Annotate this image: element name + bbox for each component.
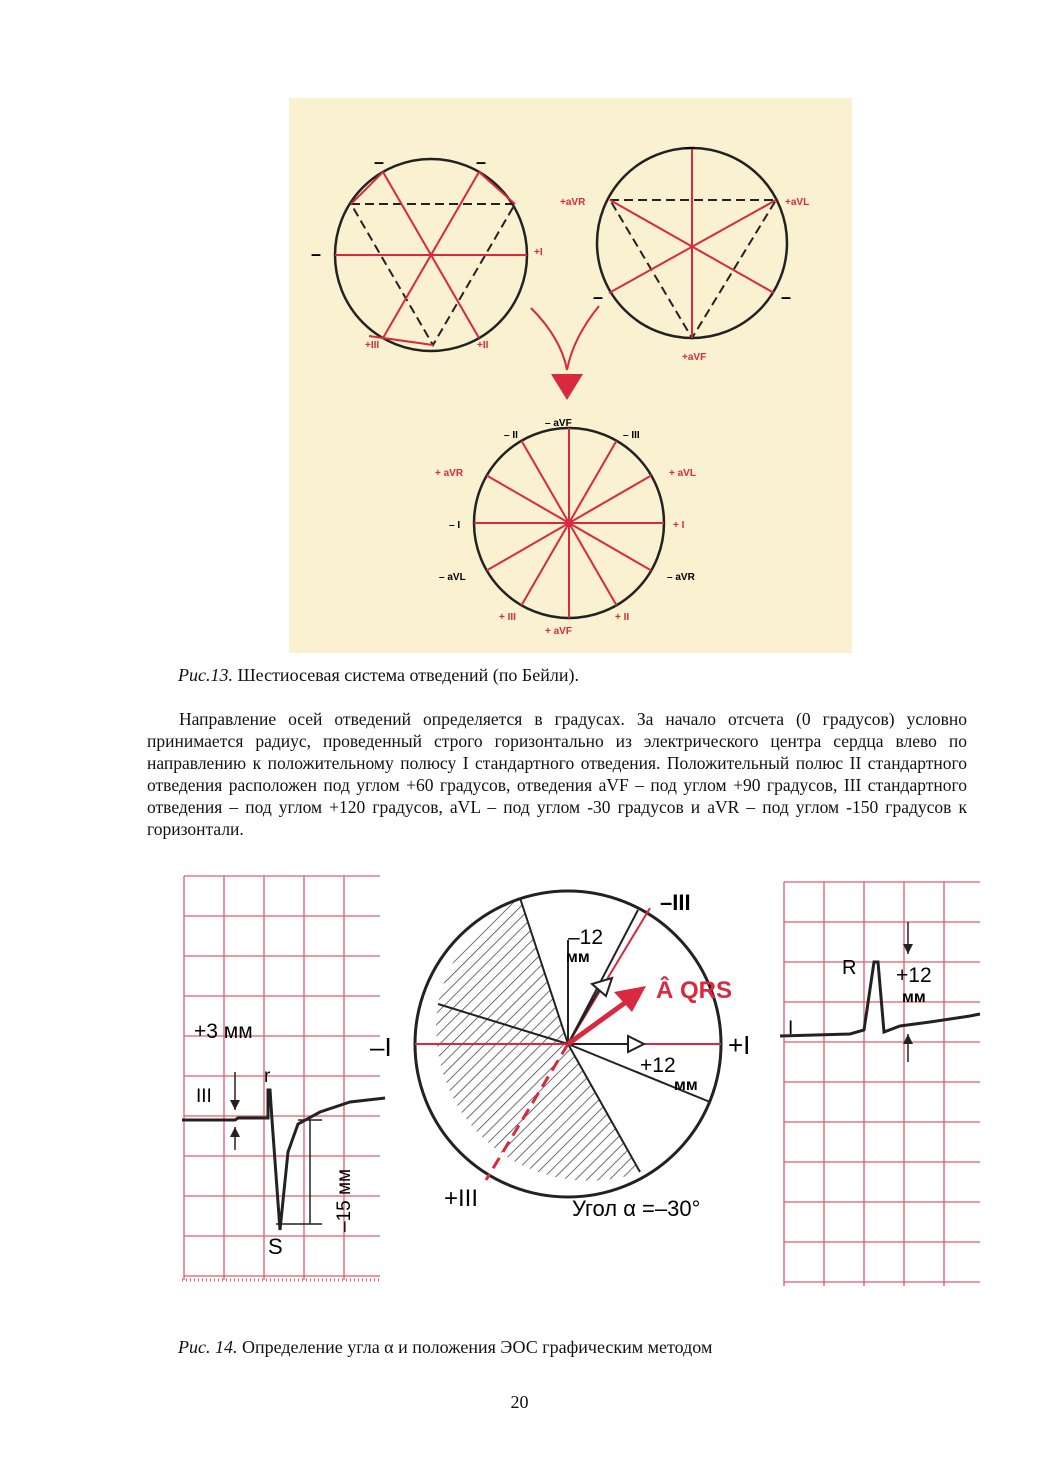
right-label-minus-bl: – xyxy=(593,287,604,307)
page-number: 20 xyxy=(510,1392,529,1412)
combined-label-plus-avf: + aVF xyxy=(545,626,572,637)
label-mm-bottom: мм xyxy=(674,1077,698,1094)
left-ecg-lead-iii: III xyxy=(196,1086,212,1107)
combined-label-plus-iii: + III xyxy=(499,612,516,623)
figure-13-caption-lead: Рис.13. xyxy=(178,665,233,685)
eos-angle-diagram xyxy=(180,862,985,1294)
body-paragraph: Направление осей отведений определяется в градусах. За начало отсчета (0 градусов) условно принимается радиус, проведенный строго горизонтально из электрического центра сердца влево по направлению к положительному полюсу I стандартного отведения. Положительный полюс II стандартного отведения расположен под углом +60 градусов, отведения aVF – под углом +90 градусов, III стандартного отведения – под углом +120 градусов, aVL – под углом -30 градусов и aVR – под углом -150 градусов к горизонтали. xyxy=(147,709,967,839)
figure-14-caption-lead: Рис. 14. xyxy=(178,1337,238,1357)
combined-label-minus-avl: – aVL xyxy=(439,572,466,583)
left-ecg-r: r xyxy=(264,1066,271,1087)
left-label-minus-tl: – xyxy=(374,152,385,172)
combined-center xyxy=(565,519,573,527)
left-label-minus-tr: – xyxy=(476,152,487,172)
left-ecg-panel xyxy=(182,870,385,1288)
left-triangle xyxy=(351,204,515,345)
left-label-plus-ii: +II xyxy=(477,340,489,351)
figure-14-caption xyxy=(178,1336,712,1358)
right-label-minus-top: – xyxy=(685,137,696,157)
left-chord-2 xyxy=(479,172,515,204)
merge-arrow xyxy=(531,306,599,400)
right-ecg-mm: мм xyxy=(902,989,926,1006)
left-label-minus-left: – xyxy=(311,244,322,264)
combined-label-minus-iii: – III xyxy=(623,430,640,441)
combined-label-minus-ii: – II xyxy=(504,430,518,441)
left-circle-group xyxy=(311,152,543,351)
left-chord-1 xyxy=(351,172,383,204)
figure-13 xyxy=(289,98,852,653)
right-label-minus-br: – xyxy=(781,287,792,307)
hexaxial-diagram xyxy=(289,98,852,653)
figure-14-caption-text: Определение угла α и положения ЭОС графическим методом xyxy=(237,1337,713,1357)
label-plus-iii: +III xyxy=(444,1185,479,1212)
combined-label-minus-i: – I xyxy=(449,520,461,531)
combined-label-plus-avr: + aVR xyxy=(435,468,464,479)
right-ecg-plus12: +12 xyxy=(896,964,932,987)
left-label-plus-i: +I xyxy=(534,247,543,258)
figure-13-caption-text: Шестиосевая система отведений (по Бейли). xyxy=(232,665,579,685)
label-minus12: –12 xyxy=(568,926,604,949)
label-aqrs: Â QRS xyxy=(656,977,733,1004)
eos-circle-group xyxy=(370,890,750,1221)
right-ecg-panel xyxy=(780,876,985,1290)
left-ecg-s: S xyxy=(268,1234,283,1259)
label-mm-top: мм xyxy=(566,949,590,966)
right-ecg-r: R xyxy=(842,957,857,979)
label-minus-i: –I xyxy=(370,1032,392,1062)
combined-label-plus-avl: + aVL xyxy=(669,468,696,479)
right-label-plus-avl: +aVL xyxy=(785,197,810,208)
right-ecg-lead-i: I xyxy=(788,1018,794,1039)
combined-label-plus-i: + I xyxy=(673,520,685,531)
label-minus-iii: –III xyxy=(660,890,691,915)
left-label-plus-iii: +III xyxy=(365,340,380,351)
combined-label-minus-avr: – aVR xyxy=(667,572,695,583)
left-ecg-plus3: +3 мм xyxy=(194,1020,253,1043)
combined-label-minus-avf: – aVF xyxy=(545,418,572,429)
figure-14 xyxy=(180,862,985,1294)
left-ecg-minus15: –15 мм xyxy=(334,1168,355,1232)
combined-label-plus-ii: + II xyxy=(615,612,630,623)
label-plus12: +12 xyxy=(640,1054,676,1077)
aqrs-vector xyxy=(568,1002,626,1044)
combined-circle-group xyxy=(435,418,696,637)
figure-13-caption xyxy=(178,664,579,686)
right-label-plus-avr: +aVR xyxy=(560,197,586,208)
right-circle-group xyxy=(560,137,809,363)
label-plus-i: +I xyxy=(728,1030,751,1060)
label-angle: Угол α =–30° xyxy=(572,1196,701,1221)
right-label-plus-avf: +aVF xyxy=(682,352,707,363)
